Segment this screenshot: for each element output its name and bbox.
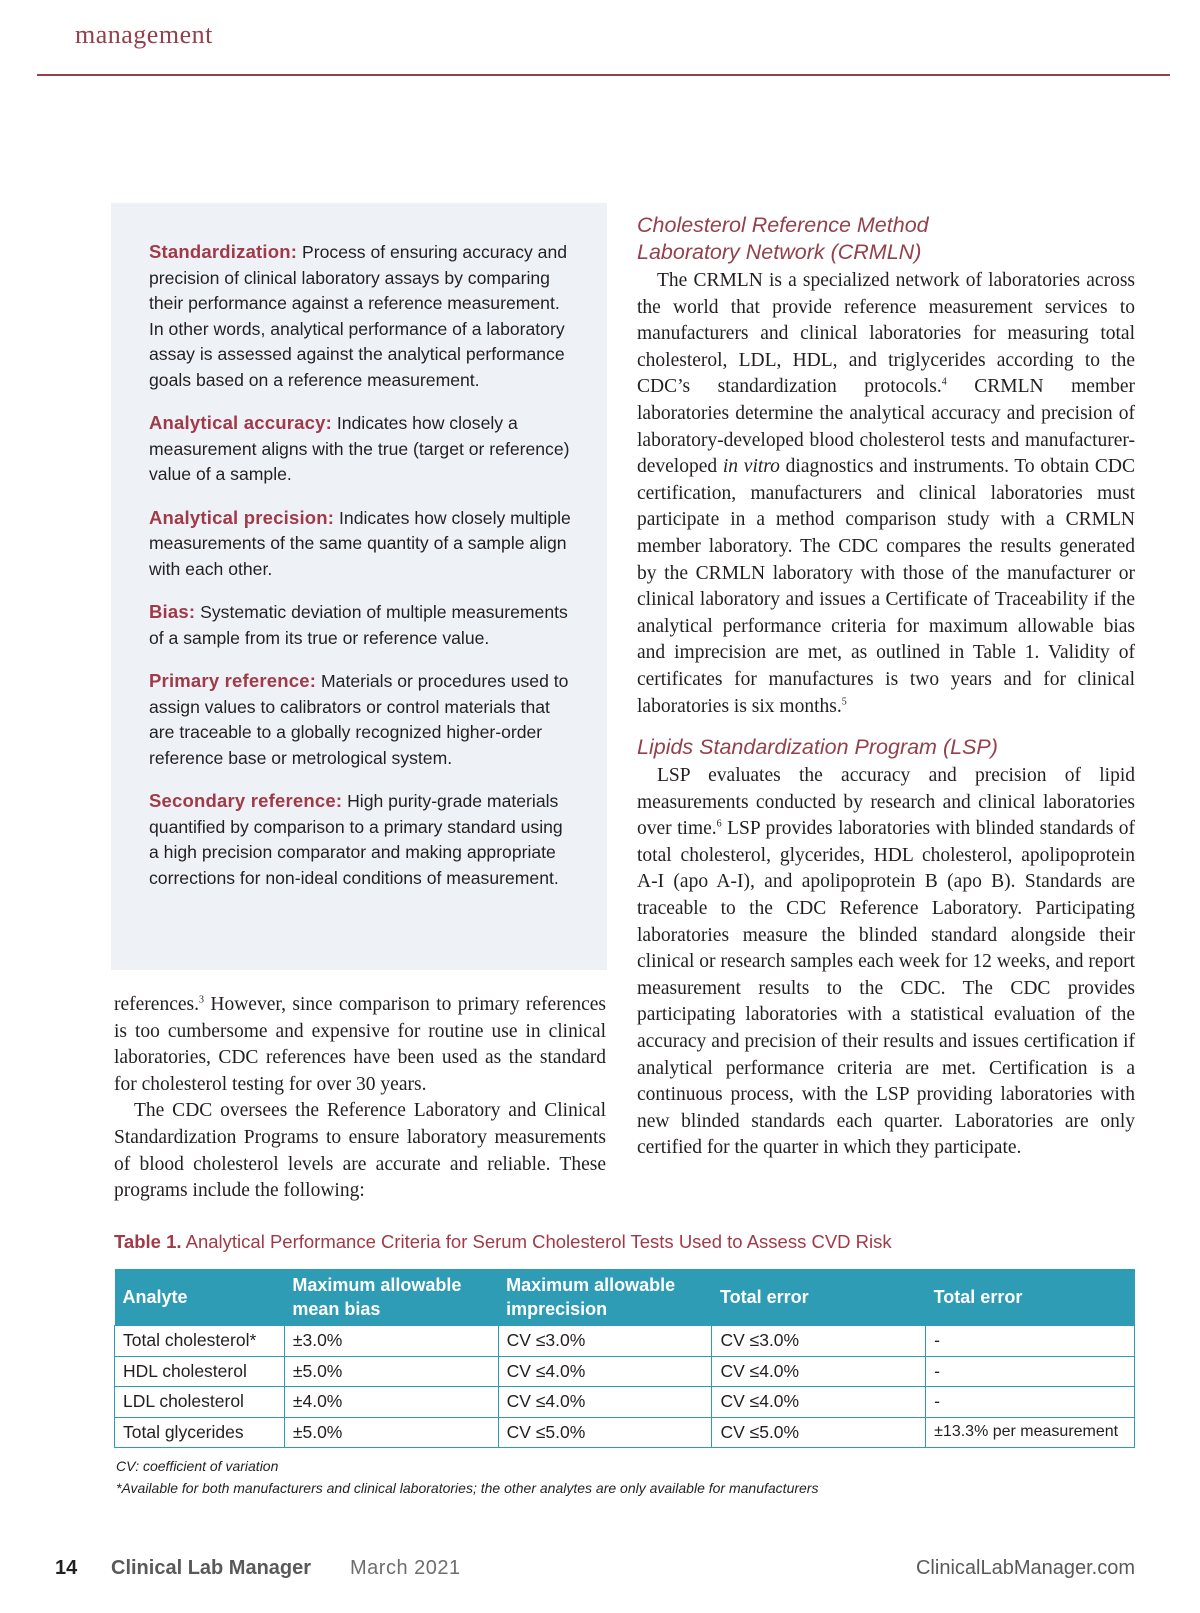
glossary-entry [149, 505, 577, 583]
table-cell: - [926, 1356, 1135, 1387]
table-cell: ±5.0% [284, 1356, 498, 1387]
text-run: diagnostics and instruments. To obtain CDC certification, manufacturers and clinical laboratories must participate in a method comparison study with a CRMLN member laboratory. The CDC compares the results generated by the CRMLN laboratory with those of the manufacturer or clinical laboratory and issues a Certificate of Traceability if the analytical performance criteria for maximum allowable bias and imprecision are met, as outlined in Table 1. Validity of certificates for manufactures is two years and for clinical laboratories is six months. [637, 456, 1135, 717]
italic-term: in vitro [722, 456, 780, 478]
page-footer [55, 1557, 1135, 1587]
table-row [115, 1387, 1135, 1418]
text-run: LSP evaluates the accuracy and precision of lipid measurements conducted by research and clinical laboratories over time. [637, 765, 1135, 840]
table-title: Analytical Performance Criteria for Serum Cholesterol Tests Used to Assess CVD Risk [185, 1231, 892, 1252]
left-column [114, 992, 606, 1205]
column-header: Maximum allowable imprecision [498, 1269, 712, 1326]
glossary-definition: Systematic deviation of multiple measurements of a sample from its true or reference value. [149, 602, 568, 648]
section-tag: management [75, 20, 213, 49]
table-cell: ±5.0% [284, 1417, 498, 1448]
glossary-entry [149, 788, 577, 891]
crmln-heading [637, 212, 1135, 266]
glossary-definition: Process of ensuring accuracy and precision of clinical laboratory assays by comparing their performance against a reference measurement. In other words, analytical performance of a laboratory assay is assessed against the analytical performance goals based on a reference measurement. [149, 242, 568, 390]
table-note-availability: *Available for both manufacturers and clinical laboratories; the other analytes are only available for manufacturers [116, 1480, 819, 1496]
glossary-entry [149, 410, 577, 488]
table-cell: - [926, 1387, 1135, 1418]
footnote-ref: 6 [716, 818, 722, 830]
table-cell: CV ≤3.0% [498, 1326, 712, 1357]
text-run: CRMLN member laboratories determine the analytical accuracy and precision of laboratory-developed blood cholesterol tests and manufacturer-developed [637, 376, 1135, 478]
table-cell: - [926, 1326, 1135, 1357]
text-run: However, since comparison to primary references is too cumbersome and expensive for routine use in clinical laboratories, CDC references have been used as the standard for cholesterol testing for over 30 years. [114, 994, 606, 1095]
heading-line: Cholesterol Reference Method [637, 213, 929, 237]
glossary-definition: Indicates how closely multiple measurements of the same quantity of a sample align with each other. [149, 507, 571, 579]
table-caption [114, 1231, 892, 1253]
crmln-paragraph [637, 268, 1135, 720]
table-cell: CV ≤4.0% [498, 1356, 712, 1387]
table-cell: Total glycerides [115, 1417, 285, 1448]
table-row [115, 1356, 1135, 1387]
table-cell: CV ≤4.0% [498, 1387, 712, 1418]
footnote-ref: 5 [841, 696, 847, 707]
table-cell: ±4.0% [284, 1387, 498, 1418]
glossary-term: Analytical accuracy: [149, 412, 332, 433]
table-cell: ±13.3% per measurement [926, 1417, 1135, 1448]
glossary-entry [149, 668, 577, 771]
glossary-term: Bias: [149, 601, 196, 622]
column-header: Total error [712, 1269, 926, 1326]
table-row [115, 1326, 1135, 1357]
glossary-definition: Materials or procedures used to assign values to calibrators or control materials that are traceable to a globally recognized higher-order reference base or metrological system. [149, 671, 569, 768]
glossary-definition: Indicates how closely a measurement aligns with the true (target or reference) value of a sample. [149, 413, 570, 484]
issue-date: March 2021 [350, 1557, 461, 1579]
criteria-table [114, 1269, 1135, 1448]
glossary-term: Primary reference: [149, 670, 317, 691]
glossary-term: Standardization: [149, 241, 298, 262]
table-note-cv: CV: coefficient of variation [116, 1458, 279, 1474]
magazine-name: Clinical Lab Manager [111, 1557, 312, 1579]
text-run: references. [114, 994, 199, 1015]
lsp-paragraph [637, 763, 1135, 1162]
lsp-heading: Lipids Standardization Program (LSP) [637, 735, 998, 760]
table-cell: CV ≤3.0% [712, 1326, 926, 1357]
glossary-entry [149, 239, 577, 393]
table-cell: CV ≤5.0% [712, 1417, 926, 1448]
glossary-definition: High purity-grade materials quantified by comparison to a primary standard using a high precision comparator and making appropriate corrections for non-ideal conditions of measurement. [149, 791, 563, 888]
table-cell: CV ≤4.0% [712, 1356, 926, 1387]
table-cell: Total cholesterol* [115, 1326, 285, 1357]
column-header: Total error [926, 1269, 1135, 1326]
table-cell: CV ≤4.0% [712, 1387, 926, 1418]
heading-line: Laboratory Network (CRMLN) [637, 240, 922, 264]
body-paragraph [114, 992, 606, 1098]
website-link[interactable]: ClinicalLabManager.com [915, 1557, 1135, 1579]
text-run: LSP provides laboratories with blinded standards of total cholesterol, glycerides, HDL cholesterol, apolipoprotein A-I (apo A-I), and apolipoprotein B (apo B). Standards are traceable to the CDC Reference Laboratory. Participating laboratories measure the blinded standard alongside their clinical or research samples each week for 12 weeks, and report measurement results to the CDC. The CDC provides participating laboratories with a statistical evaluation of the accuracy and precision of their results and issues certification if analytical performance criteria are met. Certification is a continuous process, with the LSP providing laboratories with new blinded standards each quarter. Laboratories are only certified for the quarter in which they participate. [637, 818, 1135, 1159]
table-cell: ±3.0% [284, 1326, 498, 1357]
table-cell: LDL cholesterol [115, 1387, 285, 1418]
column-header: Analyte [115, 1269, 285, 1326]
glossary-sidebar [111, 203, 607, 970]
footnote-ref: 4 [941, 376, 947, 388]
header-rule [37, 74, 1170, 76]
table-label: Table 1. [114, 1231, 182, 1252]
text-run: The CRMLN is a specialized network of laboratories across the world that provide reference measurement services to manufacturers and clinical laboratories for measuring total cholesterol, LDL, HDL, and triglycerides according to the CDC’s standardization protocols. [637, 270, 1135, 398]
page-number: 14 [55, 1557, 78, 1579]
table-cell: CV ≤5.0% [498, 1417, 712, 1448]
glossary-term: Analytical precision: [149, 506, 335, 528]
glossary-term: Secondary reference: [149, 790, 343, 811]
footnote-ref: 3 [198, 994, 204, 1006]
right-column [637, 212, 1135, 1162]
glossary-entry [149, 599, 577, 651]
body-paragraph: The CDC oversees the Reference Laboratory and Clinical Standardization Programs to ensure laboratory measurements of blood cholesterol levels are accurate and reliable. These programs include the following: [114, 1100, 606, 1202]
table-row [115, 1417, 1135, 1448]
table-header-row [115, 1269, 1135, 1326]
column-header: Maximum allowable mean bias [284, 1269, 498, 1326]
table-cell: HDL cholesterol [115, 1356, 285, 1387]
